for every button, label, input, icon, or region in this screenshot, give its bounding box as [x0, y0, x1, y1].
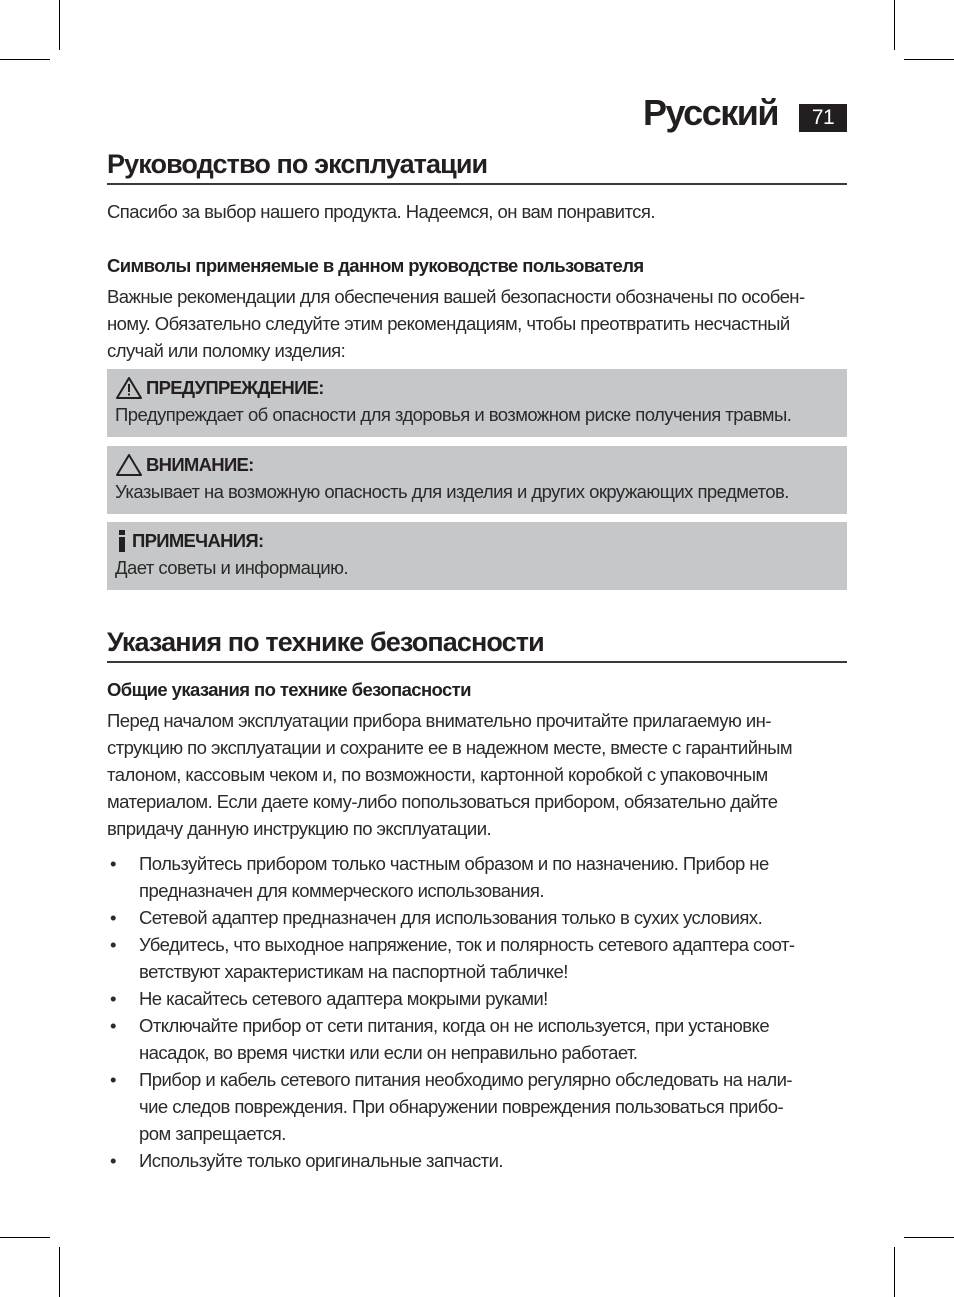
crop-mark — [894, 1247, 895, 1297]
bullet-icon: • — [110, 1015, 116, 1036]
bullet-icon: • — [110, 853, 116, 874]
list-item — [107, 850, 847, 904]
notice-note — [107, 522, 847, 590]
safety-bullet-list — [107, 850, 847, 1174]
crop-mark — [894, 0, 895, 50]
list-item-line: предназначен для коммерческого использования. — [139, 880, 544, 901]
list-item — [107, 931, 847, 985]
bullet-icon: • — [110, 1069, 116, 1090]
crop-mark — [0, 1237, 50, 1238]
paragraph-line: ному. Обязательно следуйте этим рекомендациям, чтобы преотвратить несчастный — [107, 313, 790, 334]
page-number-badge: 71 — [799, 104, 847, 132]
notice-caution — [107, 446, 847, 514]
page-language-title: Русский — [643, 92, 778, 133]
notice-title: ПРИМЕЧАНИЯ: — [132, 530, 264, 551]
notice-text: Предупреждает об опасности для здоровья и возможном риске получения травмы. — [115, 404, 792, 425]
notice-text: Указывает на возможную опасность для изделия и других окружающих предметов. — [115, 481, 789, 502]
paragraph-line: материалом. Если даете кому-либо попользоваться прибором, обязательно дайте — [107, 791, 778, 812]
notice-text: Дает советы и информацию. — [115, 557, 349, 578]
bullet-icon: • — [110, 988, 116, 1009]
list-item-line: ветствуют характеристикам на паспортной табличке! — [139, 961, 568, 982]
list-item-line: Прибор и кабель сетевого питания необходимо регулярно обследовать на нали- — [139, 1069, 792, 1090]
symbols-paragraph — [107, 283, 847, 364]
list-item-line: чие следов повреждения. При обнаружении повреждения пользоваться прибо- — [139, 1096, 784, 1117]
list-item — [107, 1012, 847, 1066]
safety-paragraph — [107, 707, 847, 842]
caution-triangle-icon — [115, 453, 143, 477]
list-item-line: ром запрещается. — [139, 1123, 286, 1144]
list-item-line: Не касайтесь сетевого адаптера мокрыми руками! — [139, 988, 548, 1009]
notice-title: ПРЕДУПРЕЖДЕНИЕ: — [146, 377, 324, 398]
notice-title: ВНИМАНИЕ: — [146, 454, 254, 475]
bullet-icon: • — [110, 934, 116, 955]
crop-mark — [0, 59, 50, 60]
list-item — [107, 1147, 847, 1174]
list-item-line: Пользуйтесь прибором только частным образом и по назначению. Прибор не — [139, 853, 769, 874]
list-item-line: Сетевой адаптер предназначен для использования только в сухих условиях. — [139, 907, 763, 928]
paragraph-line: случай или поломку изделия: — [107, 340, 346, 361]
list-item — [107, 1066, 847, 1147]
bullet-icon: • — [110, 1150, 116, 1171]
paragraph-line: струкцию по эксплуатации и сохраните ее в надежном месте, вместе с гарантийным — [107, 737, 793, 758]
paragraph-line: впридачу данную инструкцию по эксплуатации. — [107, 818, 492, 839]
list-item-line: Используйте только оригинальные запчасти. — [139, 1150, 503, 1171]
crop-mark — [904, 59, 954, 60]
list-item-line: Отключайте прибор от сети питания, когда он не используется, при установке — [139, 1015, 770, 1036]
crop-mark — [59, 1247, 60, 1297]
safety-subheading: Общие указания по технике безопасности — [107, 679, 471, 700]
symbols-heading: Символы применяемые в данном руководстве пользователя — [107, 255, 644, 276]
list-item — [107, 985, 847, 1012]
paragraph-line: Важные рекомендации для обеспечения вашей безопасности обозначены по особен- — [107, 286, 805, 307]
paragraph-line: талоном, кассовым чеком и, по возможности, картонной коробкой с упаковочным — [107, 764, 768, 785]
intro-text: Спасибо за выбор нашего продукта. Надеемся, он вам понравится. — [107, 201, 655, 222]
section-manual — [107, 148, 847, 185]
crop-mark — [59, 0, 60, 50]
list-item-line: насадок, во время чистки или если он неправильно работает. — [139, 1042, 638, 1063]
bullet-icon: • — [110, 907, 116, 928]
paragraph-line: Перед началом эксплуатации прибора внимательно прочитайте прилагаемую ин- — [107, 710, 771, 731]
info-icon — [115, 529, 129, 553]
section-title: Руководство по эксплуатации — [107, 148, 847, 185]
notice-warning — [107, 369, 847, 437]
warning-triangle-icon — [115, 376, 143, 400]
crop-mark — [904, 1237, 954, 1238]
list-item — [107, 904, 847, 931]
section-safety — [107, 626, 847, 663]
list-item-line: Убедитесь, что выходное напряжение, ток и полярность сетевого адаптера соот- — [139, 934, 795, 955]
section-title: Указания по технике безопасности — [107, 626, 847, 663]
